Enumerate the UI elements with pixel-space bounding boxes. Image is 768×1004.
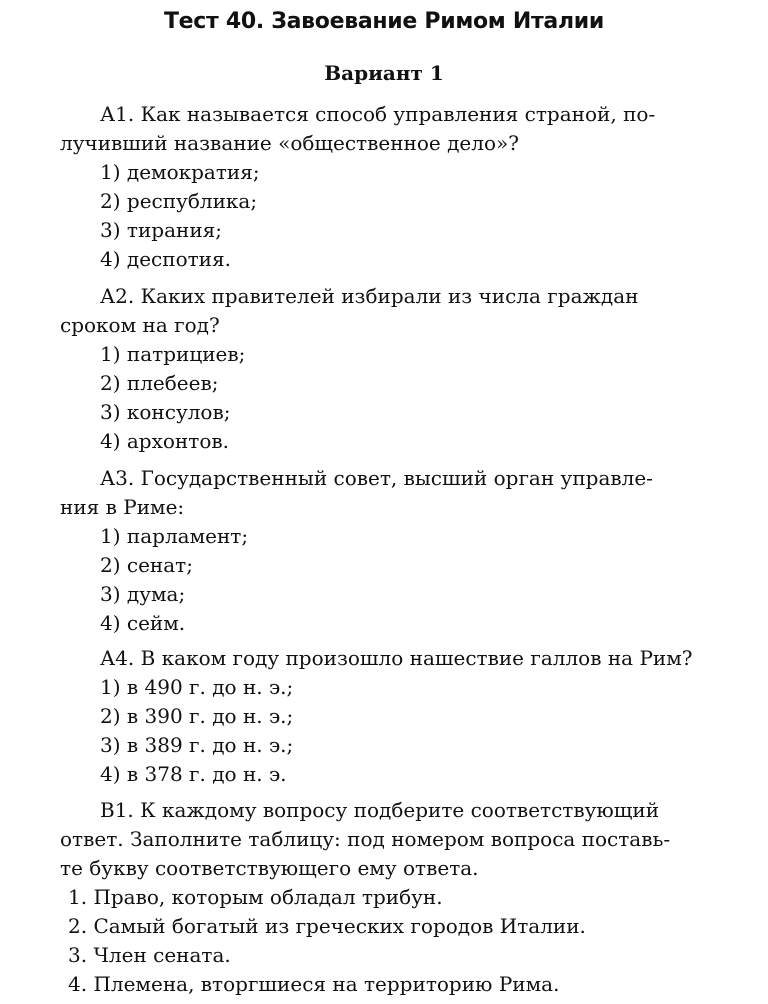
matching-item: 1. Право, которым обладал трибун. — [68, 885, 443, 909]
matching-item: 3. Член сената. — [68, 943, 231, 967]
question-text: А2. Каких правителей избирали из числа граждан — [100, 284, 639, 308]
answer-option: 3) дума; — [100, 582, 186, 606]
question-text: В1. К каждому вопросу подберите соответствующий — [100, 798, 660, 822]
answer-option: 3) консулов; — [100, 400, 231, 424]
answer-option: 4) в 378 г. до н. э. — [100, 762, 287, 786]
answer-option: 2) сенат; — [100, 553, 193, 577]
page-title: Тест 40. Завоевание Римом Италии — [163, 9, 605, 34]
question-a4 — [60, 644, 718, 789]
answer-option: 4) деспотия. — [100, 247, 231, 271]
answer-option: 3) тирания; — [100, 218, 223, 242]
question-text: ния в Риме: — [60, 495, 185, 519]
answer-option: 2) республика; — [100, 189, 258, 213]
question-text: те букву соответствующего ему ответа. — [60, 856, 479, 880]
question-text: А3. Государственный совет, высший орган управле- — [100, 466, 653, 490]
answer-option: 1) в 490 г. до н. э.; — [100, 675, 294, 699]
answer-option: 1) демократия; — [100, 160, 260, 184]
matching-item: 4. Племена, вторгшиеся на территорию Рима. — [68, 972, 560, 996]
question-text: сроком на год? — [60, 313, 220, 337]
question-a1 — [60, 100, 718, 274]
matching-item: 2. Самый богатый из греческих городов Италии. — [68, 914, 586, 938]
question-text: ответ. Заполните таблицу: под номером вопроса поставь- — [60, 827, 671, 851]
question-text: лучивший название «общественное дело»? — [60, 131, 519, 155]
answer-option: 3) в 389 г. до н. э.; — [100, 733, 294, 757]
answer-option: 4) архонтов. — [100, 429, 229, 453]
answer-option: 1) патрициев; — [100, 342, 246, 366]
question-a3 — [60, 464, 718, 638]
answer-option: 1) парламент; — [100, 524, 249, 548]
question-b1 — [60, 796, 718, 999]
question-text: А1. Как называется способ управления страной, по- — [100, 102, 656, 126]
answer-option: 4) сейм. — [100, 611, 186, 635]
answer-option: 2) плебеев; — [100, 371, 219, 395]
answer-option: 2) в 390 г. до н. э.; — [100, 704, 294, 728]
question-text: А4. В каком году произошло нашествие галлов на Рим? — [100, 646, 693, 670]
variant-heading: Вариант 1 — [324, 61, 444, 85]
question-a2 — [60, 282, 718, 456]
